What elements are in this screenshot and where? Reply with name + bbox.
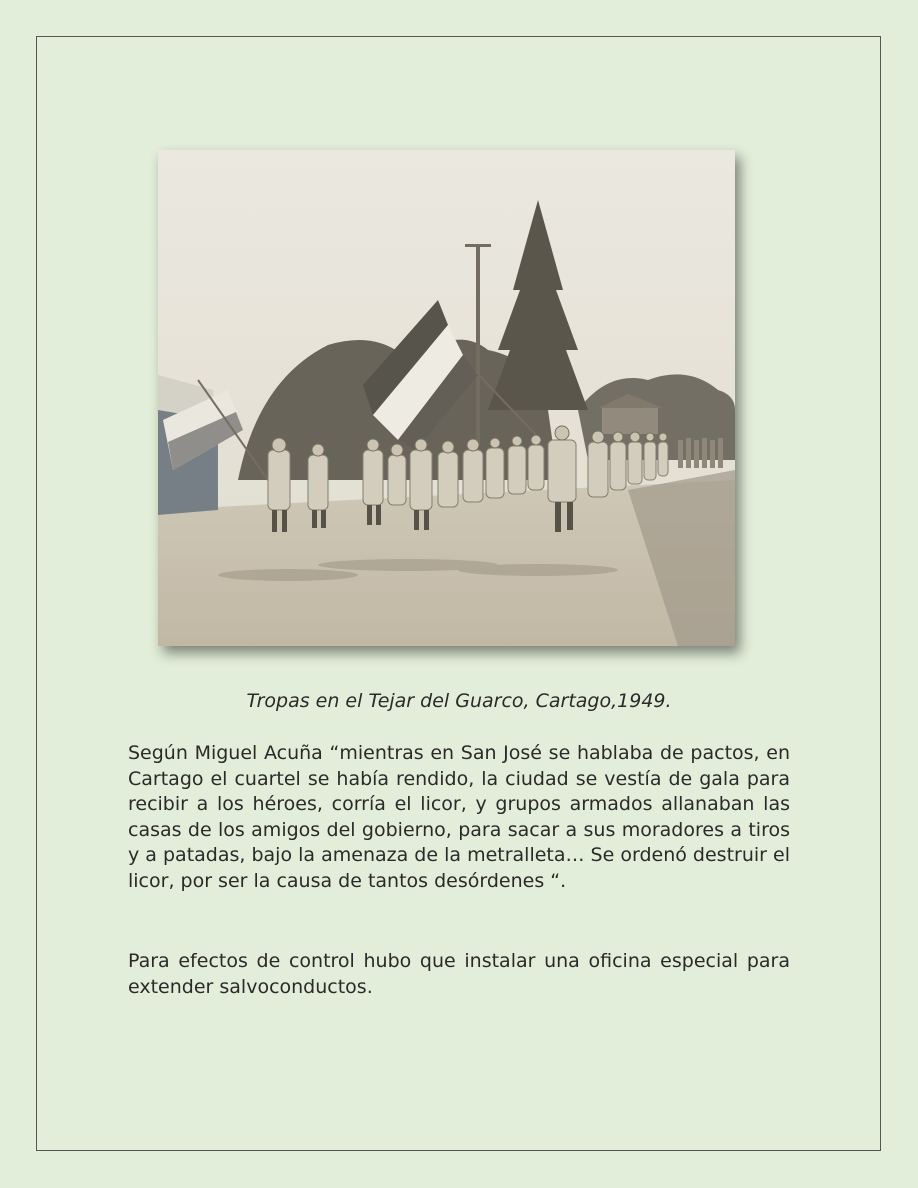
historic-photo [158,150,735,646]
control-paragraph: Para efectos de control hubo que instalar una oficina especial para extender salvoconductos. [128,950,790,998]
quote-paragraph: Según Miguel Acuña “mientras en San José se hablaba de pactos, en Cartago el cuartel se había rendido, la ciudad se vestía de gala para recibir a los héroes, corría el licor, y grupos armados allanaban las casas de los amigos del gobierno, para sacar a sus moradores a tiros y a patadas, bajo la amenaza de la metralleta… Se ordenó destruir el licor, por ser la causa de tantos desórdenes “. [128,742,790,892]
troops-photo-image [158,150,735,646]
photo-caption: Tropas en el Tejar del Guarco, Cartago,1949. [246,690,672,712]
